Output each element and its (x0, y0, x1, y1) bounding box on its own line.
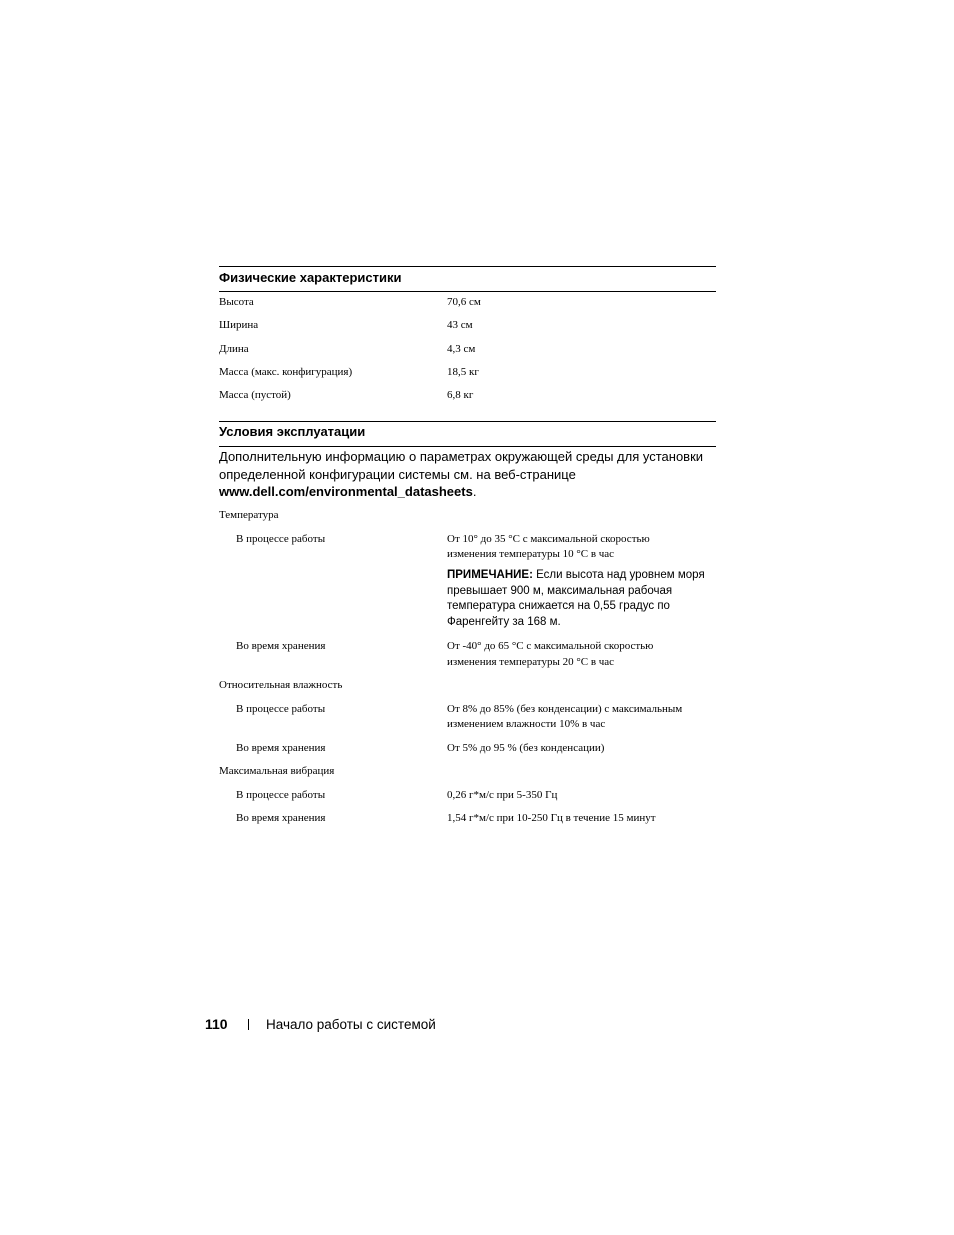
temperature-label: Температура (219, 509, 279, 521)
temperature-operating-label: В процессе работы (236, 533, 326, 545)
vibration-operating-value: 0,26 г*м/с при 5-350 Гц (447, 789, 558, 801)
vibration-operating-label: В процессе работы (236, 789, 326, 801)
humidity-operating-value-line1: От 8% до 85% (без конденсации) с максимальным (447, 703, 683, 715)
vibration-label: Максимальная вибрация (219, 765, 335, 777)
spec-label-height: Высота (219, 296, 254, 308)
intro-text: Дополнительную информацию о параметрах окружающей среды для установки определенной конфигурации системы см. на веб-странице (219, 449, 704, 482)
spec-value-width: 43 см (447, 319, 473, 331)
vibration-storage-value: 1,54 г*м/с при 10-250 Гц в течение 15 минут (447, 812, 656, 824)
vibration-storage-label: Во время хранения (236, 812, 326, 824)
humidity-operating-label: В процессе работы (236, 703, 326, 715)
spec-label-width: Ширина (219, 319, 259, 331)
temperature-operating-value-line2: изменения температуры 10 °C в час (447, 548, 615, 560)
spec-value-height: 70,6 см (447, 296, 481, 308)
note-text: Если высота над уровнем моря превышает 900 м, максимальная рабочая температура снижается на 0,55 градус по Фаренгейту за 168 м. (447, 569, 705, 628)
humidity-storage-label: Во время хранения (236, 742, 326, 754)
spec-value-empty-weight: 6,8 кг (447, 389, 474, 401)
section-header-rule (219, 291, 716, 292)
footer-separator (248, 1019, 249, 1030)
physical-section-title: Физические характеристики (219, 270, 402, 285)
spec-label-max-weight: Масса (макс. конфигурация) (219, 366, 353, 378)
table-top-rule (219, 266, 716, 267)
humidity-label: Относительная влажность (219, 679, 343, 691)
spec-label-empty-weight: Масса (пустой) (219, 389, 291, 401)
note-label: ПРИМЕЧАНИЕ: (447, 569, 533, 581)
temperature-storage-value-line1: От -40° до 65 °C с максимальной скоростью (447, 640, 654, 652)
temperature-note (447, 568, 719, 630)
spec-value-max-weight: 18,5 кг (447, 366, 479, 378)
spec-value-depth: 4,3 см (447, 343, 476, 355)
temperature-operating-value-line1: От 10° до 35 °C с максимальной скоростью (447, 533, 650, 545)
temperature-storage-value-line2: изменения температуры 20 °C в час (447, 656, 615, 668)
section-divider-rule (219, 421, 716, 422)
temperature-storage-label: Во время хранения (236, 640, 326, 652)
spec-label-depth: Длина (219, 343, 249, 355)
environment-intro-paragraph (219, 448, 719, 501)
footer-section-title: Начало работы с системой (266, 1017, 436, 1032)
intro-end: . (472, 484, 477, 499)
humidity-storage-value: От 5% до 95 % (без конденсации) (447, 742, 605, 754)
datasheets-link[interactable]: www.dell.com/environmental_datasheets (219, 484, 473, 499)
humidity-operating-value-line2: изменением влажности 10% в час (447, 718, 606, 730)
page-number: 110 (205, 1016, 228, 1032)
environment-section-title: Условия эксплуатации (219, 424, 366, 439)
section-header-rule (219, 446, 716, 447)
